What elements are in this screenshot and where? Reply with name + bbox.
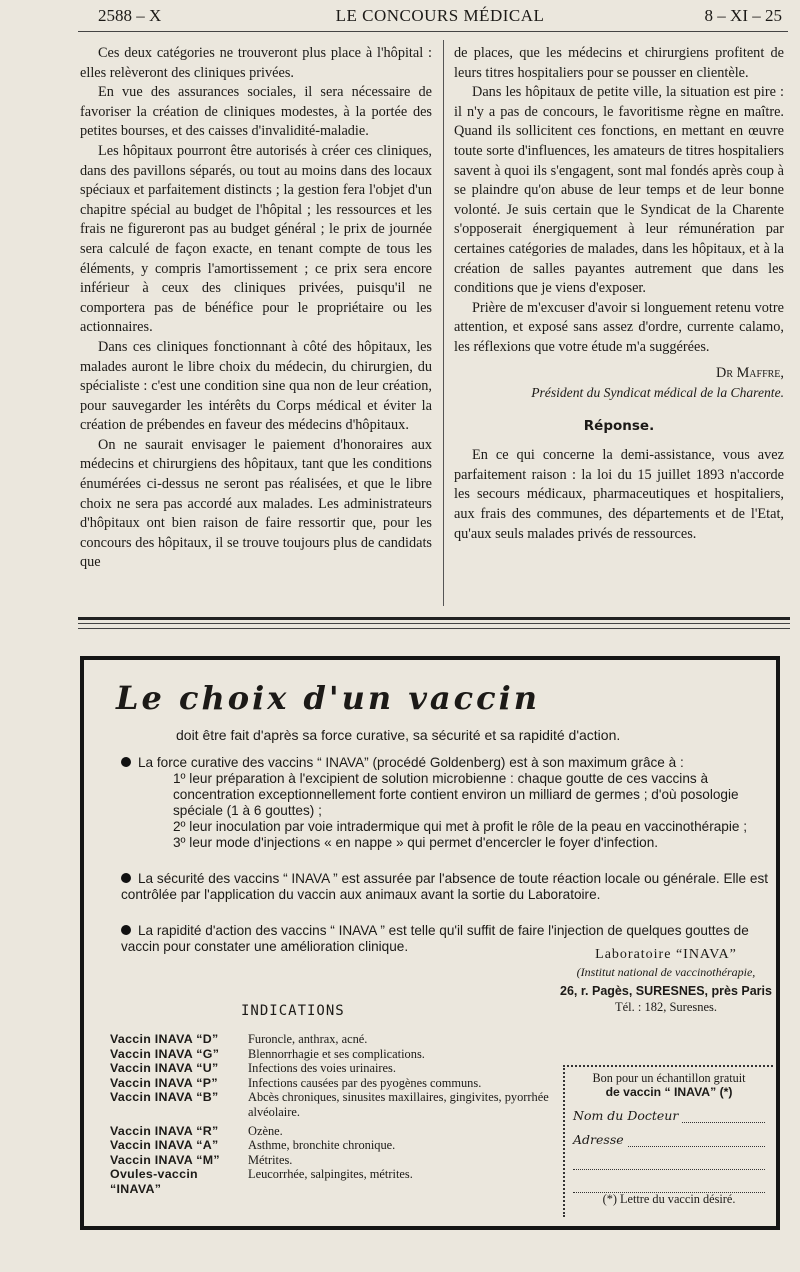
indication-row	[110, 1032, 580, 1047]
signature-title: Président du Syndicat médical de la Charente.	[531, 385, 784, 401]
paragraph: Dans les hôpitaux de petite ville, la situation est pire : il n'y a pas de concours, le favoritisme règne en maître. Quand ils sollicitent ces fonctions, en mettant en œuvre toute sorte d'influences, les amateurs de titres hospitaliers savent à quoi ils s'engagent, sont mal fondés après coup à se plaindre qu'on abuse de leur temps et de leur bonne volonté. Je suis certain que le Syndicat de la Charente s'opposerait énergiquement à leur rémunération par certaines catégories de malades, dans les hôpitaux, et à la création de salles payantes autrement que dans les conditions que je viens d'exposer.	[454, 84, 784, 297]
page-header	[98, 6, 782, 30]
vaccine-name: Vaccin INAVA “R”	[110, 1123, 219, 1138]
coupon-note: (*) Lettre du vaccin désiré.	[602, 1192, 736, 1206]
field-label: Nom du Docteur	[573, 1108, 679, 1123]
inava-advertisement	[80, 656, 780, 1230]
separator-rule	[78, 628, 790, 629]
indication-row	[110, 1138, 580, 1153]
point-subitem: 2º leur inoculation par voie intradermique qui met à profit le rôle de la peau en vaccinothérapie ;	[173, 819, 747, 834]
lab-institute: (Institut national de vaccinothérapie,	[576, 965, 756, 979]
header-rule	[78, 31, 788, 32]
separator-rule	[78, 623, 790, 624]
vaccine-name: Vaccin INAVA “G”	[110, 1046, 220, 1061]
vaccine-indication: Abcès chroniques, sinusites maxillaires, gingivites, pyorrhée alvéolaire.	[248, 1090, 549, 1119]
response-heading: Réponse.	[583, 417, 655, 434]
point-text: La rapidité d'action des vaccins “ INAVA ” est telle qu'il suffit de faire l'injection de quelques gouttes de vaccin pour constater une amélioration clinique.	[121, 923, 749, 954]
point-subitem: 1º leur préparation à l'excipient de solution microbienne : chaque goutte de ces vaccins à concentration exceptionnellement forte contient environ un milliard de germes ; d'où posologie spéciale (1 à 6 gouttes) ;	[173, 771, 739, 818]
issue-date: 8 – XI – 25	[704, 6, 782, 25]
journal-title: LE CONCOURS MÉDICAL	[335, 6, 545, 25]
ad-point-safety	[121, 871, 771, 903]
field-label: Adresse	[573, 1132, 624, 1147]
bullet-icon	[121, 873, 131, 883]
vaccine-indication: Ozène.	[248, 1123, 283, 1138]
paragraph: Prière de m'excuser d'avoir si longuement retenu votre attention, et exposé sans assez d'ordre, currente calamo, les réflexions que votre étude m'a suggérées.	[454, 299, 784, 355]
paragraph: En vue des assurances sociales, il sera nécessaire de favoriser la création de cliniques modestes, à la portée des petites bourses, et des caisses d'invalidité-maladie.	[80, 84, 432, 140]
vaccine-indication: Métrites.	[248, 1152, 293, 1167]
bullet-icon	[121, 925, 131, 935]
paragraph: de places, que les médecins et chirurgiens profitent de leurs titres hospitaliers pour se pousser en clientèle.	[454, 45, 784, 81]
doctor-name-field[interactable]	[573, 1108, 773, 1123]
indication-row	[110, 1090, 580, 1119]
page-number: 2588 – X	[98, 6, 162, 25]
paragraph: On ne saurait envisager le paiement d'honoraires aux médecins et chirurgiens des hôpitaux, tant que les conditions énumérées ci-dessus ne seront pas réalisées, et que le libre choix ne sera pas accordé aux malades. Les administrateurs d'hôpitaux ont bien raison de faire ressortir que, pour les concours des hôpitaux, il se trouve toujours plus de candidats que	[80, 436, 432, 571]
lab-name: Laboratoire “INAVA”	[595, 947, 737, 962]
ad-subline: doit être fait d'après sa force curative, sa sécurité et sa rapidité d'action.	[176, 727, 621, 743]
response-text: En ce qui concerne la demi-assistance, vous avez parfaitement raison : la loi du 15 juillet 1893 n'accorde les secours médicaux, pharmaceutiques et hospitaliers, aux frais des communes, des départements et de l'Etat, qu'aux seuls malades privés de ressources.	[454, 447, 784, 542]
vaccine-name: Vaccin INAVA “U”	[110, 1061, 219, 1076]
indication-row	[110, 1061, 580, 1076]
indication-row	[110, 1124, 580, 1139]
signature-name: Dr Maffre,	[716, 364, 784, 381]
vaccine-indication: Furoncle, anthrax, acné.	[248, 1032, 368, 1046]
paragraph: Les hôpitaux pourront être autorisés à créer ces cliniques, dans des pavillons séparés, ou tout au moins dans des locaux spéciaux et parfaitement distincts ; la gestion fera l'objet d'un chapitre spécial au budget de l'hôpital ; les ressources et les frais ne figureront pas au budget général ; le prix de journée sera calculé de façon exacte, en tenant compte de tous les éléments, y compris l'amortissement ; ce prix sera encore inférieur à ceux des cliniques privées, puisqu'il ne comportera pas de bénéfice pour le propriétaire ou les actionnaires.	[80, 142, 432, 336]
point-text: La sécurité des vaccins “ INAVA ” est assurée par l'absence de toute réaction locale ou générale. Elle est contrôlée par l'application du vaccin aux animaux avant la sortie du Laboratoire.	[121, 871, 769, 902]
blank-line[interactable]	[573, 1161, 765, 1170]
indication-row	[110, 1047, 580, 1062]
vaccine-indication: Blennorrhagie et ses complications.	[248, 1046, 425, 1061]
coupon-heading-line: Bon pour un échantillon gratuit	[592, 1071, 746, 1085]
vaccine-name: Vaccin INAVA “P”	[110, 1075, 218, 1090]
indication-row	[110, 1167, 580, 1196]
vaccine-name: Vaccin INAVA “A”	[110, 1138, 219, 1153]
vaccine-indication: Leucorrhée, salpingites, métrites.	[248, 1167, 413, 1182]
vaccine-indication: Infections causées par des pyogènes communs.	[248, 1075, 482, 1090]
vaccine-indication: Asthme, bronchite chronique.	[248, 1138, 396, 1153]
indication-row	[110, 1153, 580, 1168]
coupon-heading	[565, 1071, 773, 1099]
address-field[interactable]	[573, 1132, 773, 1147]
vaccine-name: Vaccin INAVA “D”	[110, 1032, 219, 1046]
indication-row	[110, 1076, 580, 1091]
sample-coupon	[563, 1065, 773, 1217]
ad-headline: Le choix d'un vaccin	[116, 679, 541, 717]
indications-table	[110, 1032, 580, 1197]
lab-address: 26, r. Pagès, SURESNES, près Paris	[560, 984, 772, 998]
vaccine-name: Ovules-vaccin “INAVA”	[110, 1167, 198, 1196]
lab-phone: Tél. : 182, Suresnes.	[614, 1000, 718, 1014]
paragraph: Dans ces cliniques fonctionnant à côté des hôpitaux, les malades auront le libre choix du médecin, du chirurgien, du spécialiste : c'est une condition sine qua non de leur création, pour sauvegarder les intérêts du Corps médical et éviter la création de prébendes en faveur des médecins d'hôpitaux.	[80, 338, 432, 434]
column-divider	[443, 40, 444, 606]
laboratory-block	[553, 947, 779, 1015]
left-column	[80, 44, 432, 573]
coupon-heading-line: de vaccin “ INAVA” (*)	[605, 1085, 733, 1099]
vaccine-indication: Infections des voies urinaires.	[248, 1061, 396, 1076]
paragraph: Ces deux catégories ne trouveront plus place à l'hôpital : elles relèveront des cliniques privées.	[80, 45, 432, 81]
bullet-icon	[121, 757, 131, 767]
vaccine-name: Vaccin INAVA “B”	[110, 1090, 219, 1105]
point-subitem: 3º leur mode d'injections « en nappe » qui permet d'encercler le foyer d'infection.	[173, 835, 659, 850]
vaccine-name: Vaccin INAVA “M”	[110, 1152, 220, 1167]
separator-rule	[78, 617, 790, 620]
indications-heading: INDICATIONS	[241, 1003, 345, 1019]
right-column	[454, 44, 784, 544]
point-lead: La force curative des vaccins “ INAVA” (procédé Goldenberg) est à son maximum grâce à :	[138, 755, 684, 770]
ad-point-curative	[121, 755, 771, 851]
